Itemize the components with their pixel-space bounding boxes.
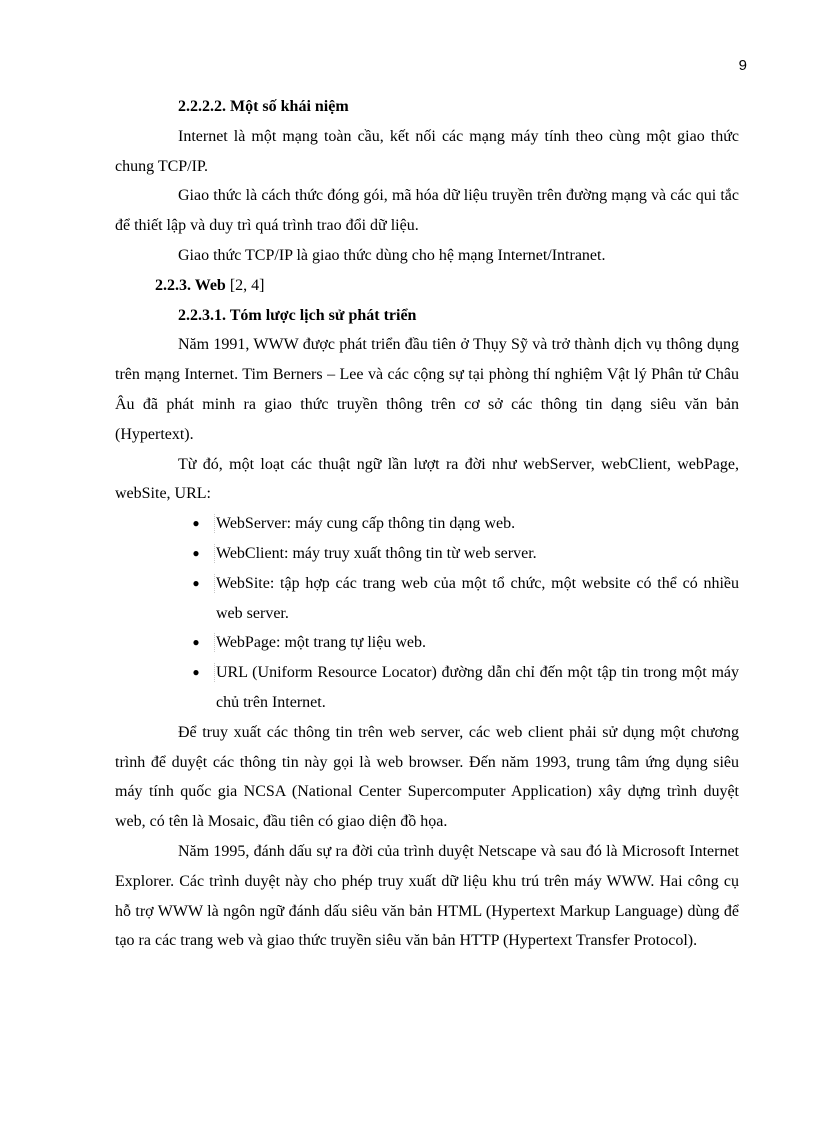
paragraph: Từ đó, một loạt các thuật ngữ lần lượt ra đời như webServer, webClient, webPage, webSite, URL: (115, 455, 739, 503)
list-item-text: WebServer: máy cung cấp thông tin dạng web. (216, 515, 516, 533)
citation-ref: [2, 4] (229, 276, 265, 294)
heading-2-2-2-2: 2.2.2.2. Một số khái niệm (178, 98, 349, 115)
list-item (192, 628, 739, 658)
list-item (192, 539, 739, 569)
list-item (192, 569, 739, 629)
list-item-text: URL (Uniform Resource Locator) đường dẫn chỉ đến một tập tin trong một máy chủ trên Internet. (216, 664, 739, 711)
paragraph: Giao thức là cách thức đóng gói, mã hóa dữ liệu truyền trên đường mạng và các qui tắc để thiết lập và duy trì quá trình trao đổi dữ liệu. (115, 187, 739, 235)
bullet-icon: ● (188, 539, 204, 569)
bullet-list (115, 509, 739, 718)
paragraph: Để truy xuất các thông tin trên web server, các web client phải sử dụng một chương trình để duyệt các thông tin này gọi là web browser. Đến năm 1993, trung tâm ứng dụng siêu máy tính quốc gia NCSA (National Center Supercomputer Application) xây dựng trình duyệt web, có tên là Mosaic, đầu tiên có giao diện đồ họa. (115, 723, 739, 831)
heading-2-2-3-1: 2.2.3.1. Tóm lược lịch sử phát triển (178, 306, 417, 324)
paragraph: Giao thức TCP/IP là giao thức dùng cho hệ mạng Internet/Intranet. (178, 246, 606, 264)
paragraph: Năm 1991, WWW được phát triển đầu tiên ở Thụy Sỹ và trở thành dịch vụ thông dụng trên mạng Internet. Tim Berners – Lee và các cộng sự tại phòng thí nghiệm Vật lý Phân tử Châu Âu đã phát minh ra giao thức truyền thông trên cơ sở các thông tin dạng siêu văn bản (Hypertext). (115, 336, 739, 443)
list-item (192, 658, 739, 718)
heading-2-2-3 (115, 271, 739, 301)
bullet-icon: ● (188, 628, 204, 658)
bullet-icon: ● (188, 509, 204, 539)
bullet-icon: ● (188, 658, 204, 688)
heading-2-2-3-title: 2.2.3. Web (155, 276, 226, 294)
list-item (192, 509, 739, 539)
list-item-text: WebSite: tập hợp các trang web của một tổ chức, một website có thể có nhiều web server. (216, 574, 739, 622)
document-body (115, 92, 739, 956)
paragraph: Internet là một mạng toàn cầu, kết nối các mạng máy tính theo cùng một giao thức chung TCP/IP. (115, 127, 739, 175)
page-number: 9 (738, 57, 747, 74)
bullet-icon: ● (188, 569, 204, 599)
paragraph: Năm 1995, đánh dấu sự ra đời của trình duyệt Netscape và sau đó là Microsoft Internet Explorer. Các trình duyệt này cho phép truy xuất dữ liệu khu trú trên máy WWW. Hai công cụ hỗ trợ WWW là ngôn ngữ đánh dấu siêu văn bản HTML (Hypertext Markup Language) dùng để tạo ra các trang web và giao thức truyền siêu văn bản HTTP (Hypertext Transfer Protocol). (115, 842, 739, 950)
list-item-text: WebClient: máy truy xuất thông tin từ web server. (216, 544, 537, 562)
list-item-text: WebPage: một trang tự liệu web. (216, 634, 426, 652)
